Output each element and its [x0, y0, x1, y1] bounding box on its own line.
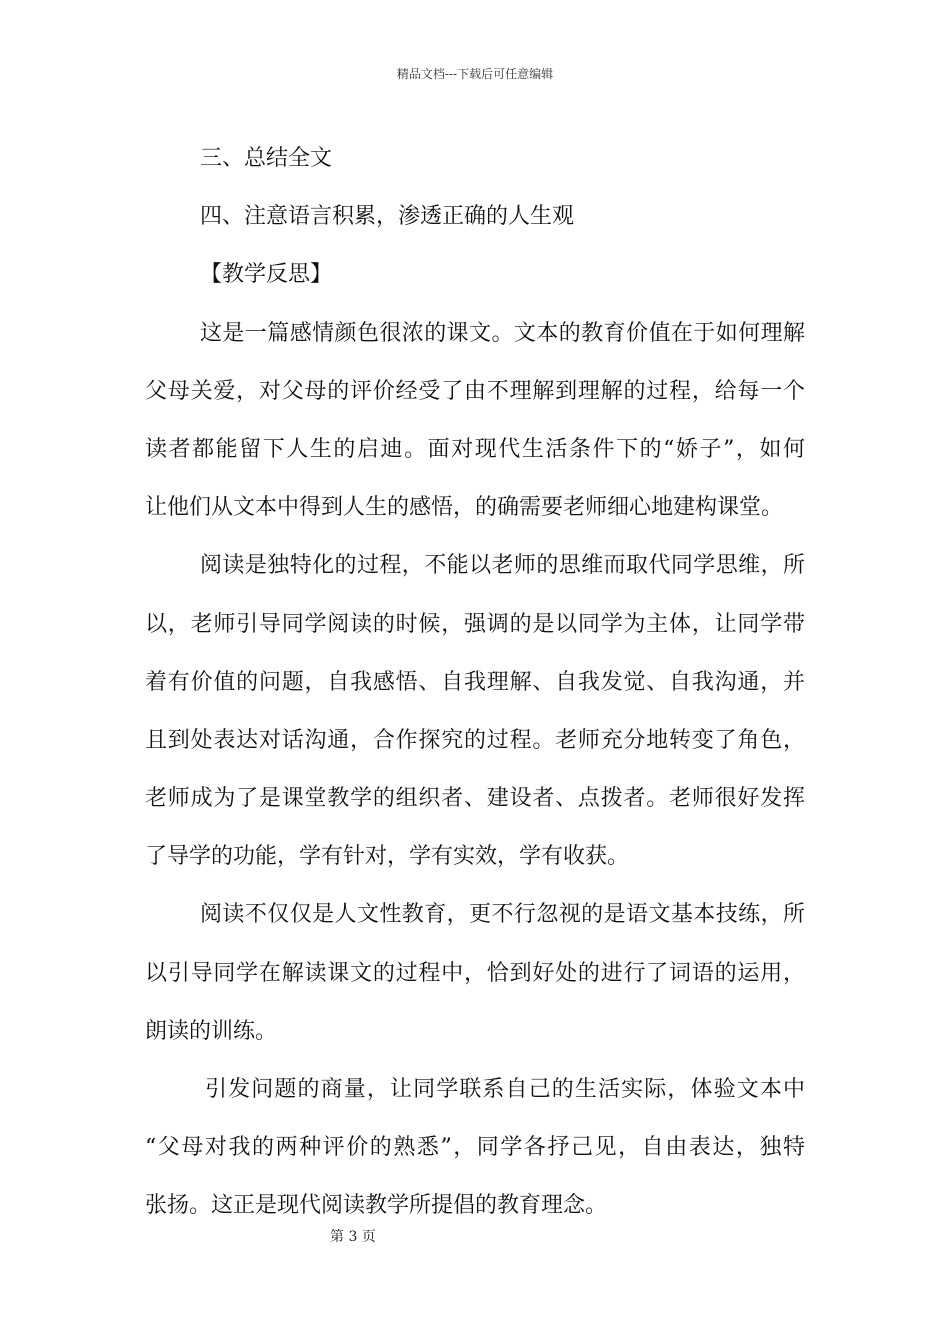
- text-line: 引发问题的商量，让同学联系自己的生活实际，体验文本中: [205, 1077, 805, 1102]
- running-header: 精品文档---下载后可任意编辑: [396, 67, 554, 81]
- page-number: 第 3 页: [330, 1229, 376, 1245]
- text-line: 【教学反思】: [200, 262, 333, 288]
- text-line: 老师成为了是课堂教学的组织者、建设者、点拨者。老师很好发挥: [145, 786, 805, 812]
- text-line: 读者都能留下人生的启迪。面对现代生活条件下的“娇子”，如何: [145, 436, 805, 462]
- text-line: 父母关爱，对父母的评价经受了由不理解到理解的过程，给每一个: [145, 378, 805, 404]
- text-line: 朗读的训练。: [145, 1018, 278, 1044]
- text-line: “父母对我的两种评价的熟悉”，同学各抒己见，自由表达，独特: [145, 1135, 805, 1161]
- text-line: 着有价值的问题，自我感悟、自我理解、自我发觉、自我沟通，并: [145, 669, 805, 695]
- text-line: 且到处表达对话沟通，合作探究的过程。老师充分地转变了角色，: [145, 727, 805, 753]
- text-line: 这是一篇感情颜色很浓的课文。文本的教育价值在于如何理解: [200, 320, 805, 346]
- text-line: 阅读不仅仅是人文性教育，更不行忽视的是语文基本技练，所: [200, 902, 805, 928]
- text-line: 三、总结全文: [200, 146, 333, 171]
- text-line: 以引导同学在解读课文的过程中，恰到好处的进行了词语的运用，: [145, 960, 805, 986]
- text-line: 张扬。这正是现代阅读教学所提倡的教育理念。: [145, 1193, 608, 1219]
- body-text: [145, 130, 805, 1236]
- text-line: 以，老师引导同学阅读的时候，强调的是以同学为主体，让同学带: [145, 611, 805, 637]
- text-line: 了导学的功能，学有针对，学有实效，学有收获。: [145, 844, 630, 870]
- text-line: 四、注意语言积累，渗透正确的人生观: [200, 204, 575, 230]
- text-line: 让他们从文本中得到人生的感悟，的确需要老师细心地建构课堂。: [145, 495, 784, 521]
- text-line: 阅读是独特化的过程，不能以老师的思维而取代同学思维，所: [200, 553, 805, 579]
